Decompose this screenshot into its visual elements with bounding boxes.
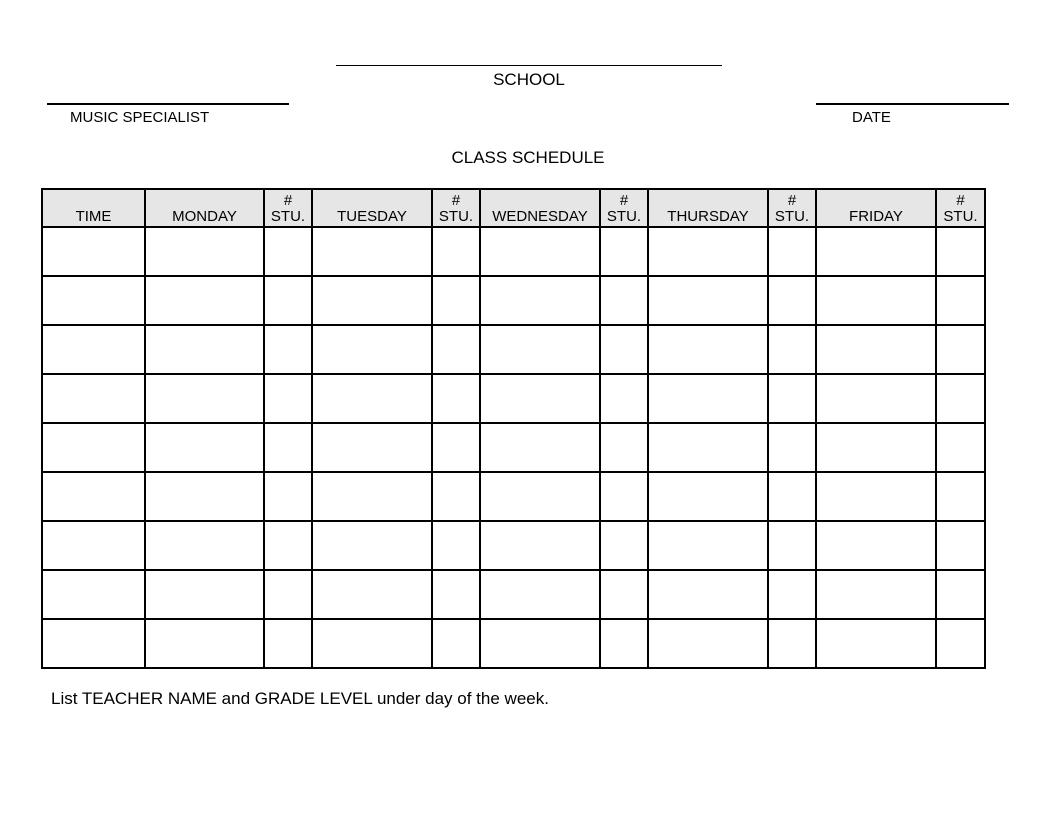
- table-row: [42, 423, 985, 472]
- column-header-friday: FRIDAY: [816, 189, 936, 227]
- schedule-cell[interactable]: [432, 423, 480, 472]
- schedule-cell[interactable]: [600, 570, 648, 619]
- school-label: SCHOOL: [493, 70, 565, 89]
- table-row: [42, 619, 985, 668]
- table-row: [42, 472, 985, 521]
- schedule-cell[interactable]: [432, 325, 480, 374]
- table-header-row: [42, 189, 985, 227]
- schedule-cell[interactable]: [312, 276, 432, 325]
- schedule-cell[interactable]: [432, 227, 480, 276]
- schedule-cell[interactable]: [42, 423, 145, 472]
- schedule-cell[interactable]: [768, 521, 816, 570]
- table-body: [42, 227, 985, 668]
- schedule-cell[interactable]: [600, 325, 648, 374]
- schedule-cell[interactable]: [264, 374, 312, 423]
- schedule-cell[interactable]: [42, 325, 145, 374]
- table-row: [42, 227, 985, 276]
- schedule-cell[interactable]: [312, 227, 432, 276]
- schedule-cell[interactable]: [432, 374, 480, 423]
- schedule-cell[interactable]: [145, 227, 264, 276]
- schedule-cell[interactable]: [145, 276, 264, 325]
- schedule-cell[interactable]: [480, 423, 600, 472]
- schedule-cell[interactable]: [312, 521, 432, 570]
- schedule-cell[interactable]: [312, 472, 432, 521]
- schedule-cell[interactable]: [936, 619, 985, 668]
- student-count-header: # STU.: [936, 189, 985, 227]
- column-header-thursday: THURSDAY: [648, 189, 768, 227]
- schedule-cell[interactable]: [936, 325, 985, 374]
- schedule-cell[interactable]: [145, 325, 264, 374]
- schedule-cell[interactable]: [600, 472, 648, 521]
- schedule-cell[interactable]: [816, 472, 936, 521]
- class-schedule-table: [41, 188, 986, 669]
- schedule-cell[interactable]: [145, 423, 264, 472]
- column-header-monday: MONDAY: [145, 189, 264, 227]
- schedule-cell[interactable]: [42, 374, 145, 423]
- schedule-cell[interactable]: [145, 472, 264, 521]
- schedule-cell[interactable]: [816, 521, 936, 570]
- schedule-cell[interactable]: [768, 423, 816, 472]
- schedule-cell[interactable]: [600, 227, 648, 276]
- schedule-cell[interactable]: [648, 472, 768, 521]
- schedule-cell[interactable]: [145, 570, 264, 619]
- schedule-cell[interactable]: [768, 472, 816, 521]
- schedule-cell[interactable]: [816, 374, 936, 423]
- schedule-cell[interactable]: [42, 227, 145, 276]
- schedule-cell[interactable]: [600, 276, 648, 325]
- schedule-cell[interactable]: [648, 423, 768, 472]
- schedule-cell[interactable]: [264, 276, 312, 325]
- music-specialist-line: [47, 103, 289, 105]
- schedule-cell[interactable]: [936, 227, 985, 276]
- schedule-cell[interactable]: [145, 619, 264, 668]
- schedule-cell[interactable]: [312, 423, 432, 472]
- schedule-cell[interactable]: [936, 276, 985, 325]
- schedule-cell[interactable]: [312, 570, 432, 619]
- schedule-cell[interactable]: [264, 423, 312, 472]
- column-header-time: TIME: [42, 189, 145, 227]
- student-count-header: # STU.: [432, 189, 480, 227]
- schedule-cell[interactable]: [264, 472, 312, 521]
- schedule-cell[interactable]: [432, 472, 480, 521]
- schedule-cell[interactable]: [648, 276, 768, 325]
- table-row: [42, 276, 985, 325]
- schedule-cell[interactable]: [816, 276, 936, 325]
- schedule-cell[interactable]: [480, 619, 600, 668]
- schedule-cell[interactable]: [936, 570, 985, 619]
- instructions-note: List TEACHER NAME and GRADE LEVEL under day of the week.: [51, 689, 549, 708]
- music-specialist-label: MUSIC SPECIALIST: [70, 109, 210, 126]
- schedule-cell[interactable]: [768, 276, 816, 325]
- schedule-cell[interactable]: [648, 619, 768, 668]
- schedule-cell[interactable]: [312, 619, 432, 668]
- schedule-cell[interactable]: [264, 570, 312, 619]
- schedule-cell[interactable]: [145, 374, 264, 423]
- schedule-cell[interactable]: [42, 521, 145, 570]
- schedule-cell[interactable]: [264, 521, 312, 570]
- schedule-cell[interactable]: [432, 521, 480, 570]
- schedule-cell[interactable]: [648, 570, 768, 619]
- schedule-cell[interactable]: [264, 619, 312, 668]
- schedule-cell[interactable]: [600, 374, 648, 423]
- schedule-cell[interactable]: [432, 570, 480, 619]
- schedule-cell[interactable]: [816, 570, 936, 619]
- schedule-cell[interactable]: [600, 423, 648, 472]
- table-row: [42, 521, 985, 570]
- schedule-cell[interactable]: [42, 619, 145, 668]
- schedule-cell[interactable]: [816, 619, 936, 668]
- schedule-cell[interactable]: [432, 276, 480, 325]
- column-header-wednesday: WEDNESDAY: [480, 189, 600, 227]
- student-count-header: # STU.: [600, 189, 648, 227]
- schedule-cell[interactable]: [480, 227, 600, 276]
- schedule-cell[interactable]: [936, 423, 985, 472]
- schedule-cell[interactable]: [42, 570, 145, 619]
- student-count-header: # STU.: [264, 189, 312, 227]
- page-title: CLASS SCHEDULE: [451, 148, 605, 167]
- schedule-cell[interactable]: [648, 227, 768, 276]
- schedule-cell[interactable]: [600, 521, 648, 570]
- schedule-cell[interactable]: [768, 374, 816, 423]
- schedule-cell[interactable]: [42, 472, 145, 521]
- schedule-cell[interactable]: [312, 374, 432, 423]
- schedule-cell[interactable]: [432, 619, 480, 668]
- student-count-header: # STU.: [768, 189, 816, 227]
- schedule-cell[interactable]: [816, 227, 936, 276]
- schedule-cell[interactable]: [768, 325, 816, 374]
- schedule-cell[interactable]: [816, 325, 936, 374]
- schedule-cell[interactable]: [312, 325, 432, 374]
- schedule-cell[interactable]: [480, 570, 600, 619]
- schedule-cell[interactable]: [264, 325, 312, 374]
- date-line: [816, 103, 1009, 105]
- table-row: [42, 374, 985, 423]
- schedule-cell[interactable]: [480, 374, 600, 423]
- schedule-cell[interactable]: [480, 521, 600, 570]
- column-header-tuesday: TUESDAY: [312, 189, 432, 227]
- schedule-cell[interactable]: [600, 619, 648, 668]
- schedule-cell[interactable]: [264, 227, 312, 276]
- schedule-cell[interactable]: [480, 325, 600, 374]
- schedule-cell[interactable]: [480, 276, 600, 325]
- schedule-cell[interactable]: [480, 472, 600, 521]
- table-row: [42, 325, 985, 374]
- schedule-cell[interactable]: [145, 521, 264, 570]
- schedule-cell[interactable]: [648, 521, 768, 570]
- schedule-cell[interactable]: [936, 374, 985, 423]
- date-label: DATE: [852, 109, 891, 126]
- schedule-cell[interactable]: [936, 521, 985, 570]
- schedule-cell[interactable]: [42, 276, 145, 325]
- schedule-cell[interactable]: [816, 423, 936, 472]
- schedule-cell[interactable]: [768, 227, 816, 276]
- schedule-cell[interactable]: [768, 619, 816, 668]
- schedule-cell[interactable]: [648, 325, 768, 374]
- table-row: [42, 570, 985, 619]
- schedule-cell[interactable]: [648, 374, 768, 423]
- schedule-cell[interactable]: [768, 570, 816, 619]
- school-name-line: [336, 65, 722, 66]
- schedule-cell[interactable]: [936, 472, 985, 521]
